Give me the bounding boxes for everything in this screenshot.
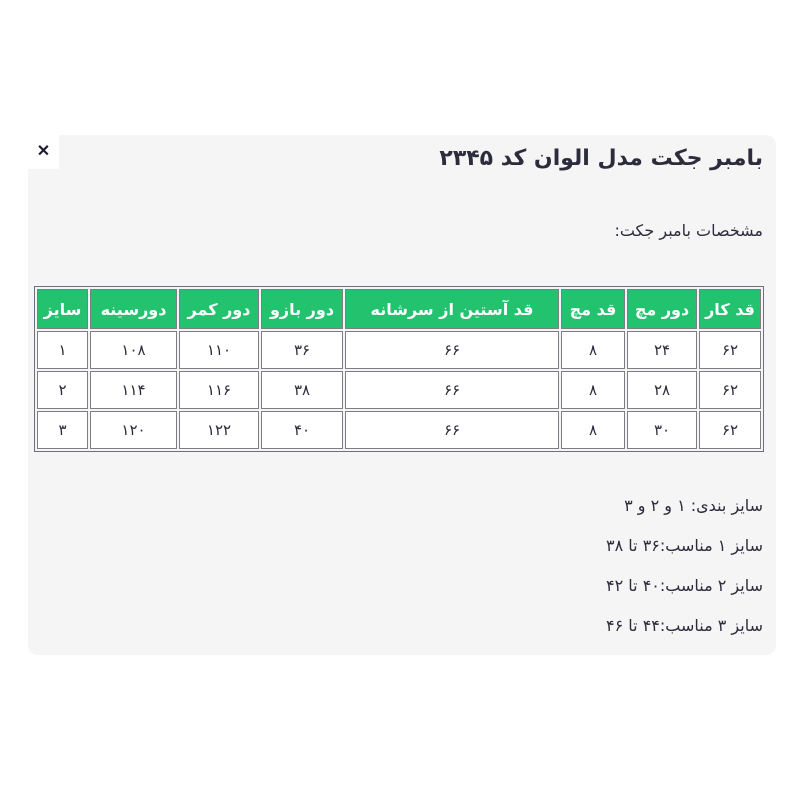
size-note: سایز ۳ مناسب:۴۴ تا ۴۶ bbox=[606, 616, 763, 635]
table-row bbox=[37, 411, 761, 449]
size-chart-table bbox=[34, 286, 764, 452]
table-cell: ۸ bbox=[561, 411, 625, 449]
close-button[interactable] bbox=[28, 135, 59, 169]
column-header-dor-bazoo: دور بازو bbox=[261, 289, 343, 329]
table-cell: ۸ bbox=[561, 371, 625, 409]
table-cell: ۳۶ bbox=[261, 331, 343, 369]
spec-heading: مشخصات بامبر جکت: bbox=[614, 221, 763, 240]
table-cell: ۸ bbox=[561, 331, 625, 369]
table-row bbox=[37, 331, 761, 369]
column-header-dor-sineh: دورسینه bbox=[90, 289, 177, 329]
table-cell: ۱۰۸ bbox=[90, 331, 177, 369]
size-note: سایز ۲ مناسب:۴۰ تا ۴۲ bbox=[606, 576, 763, 595]
size-note: سایز ۱ مناسب:۳۶ تا ۳۸ bbox=[606, 536, 763, 555]
table-cell: ۶۲ bbox=[699, 411, 761, 449]
table-cell: ۴۰ bbox=[261, 411, 343, 449]
table-row bbox=[37, 371, 761, 409]
table-cell: ۱ bbox=[37, 331, 88, 369]
table-cell: ۱۲۰ bbox=[90, 411, 177, 449]
size-notes bbox=[37, 486, 763, 646]
column-header-dor-moch: دور مچ bbox=[627, 289, 697, 329]
column-header-dor-kamar: دور کمر bbox=[179, 289, 259, 329]
table-cell: ۶۶ bbox=[345, 331, 559, 369]
table-cell: ۲۸ bbox=[627, 371, 697, 409]
table-cell: ۶۶ bbox=[345, 371, 559, 409]
table-cell: ۶۲ bbox=[699, 331, 761, 369]
table-cell: ۱۲۲ bbox=[179, 411, 259, 449]
table-cell: ۲۴ bbox=[627, 331, 697, 369]
size-note: سایز بندی: ۱ و ۲ و ۳ bbox=[624, 496, 763, 515]
table-cell: ۶۲ bbox=[699, 371, 761, 409]
column-header-sleeve-length: قد آستین از سرشانه bbox=[345, 289, 559, 329]
table-cell: ۱۱۴ bbox=[90, 371, 177, 409]
column-header-ghad-kar: قد کار bbox=[699, 289, 761, 329]
table-cell: ۳۸ bbox=[261, 371, 343, 409]
table-cell: ۱۱۶ bbox=[179, 371, 259, 409]
header-row bbox=[37, 289, 761, 329]
page-title: بامبر جکت مدل الوان کد ۲۳۴۵ bbox=[439, 146, 763, 171]
table-cell: ۳۰ bbox=[627, 411, 697, 449]
table-cell: ۱۱۰ bbox=[179, 331, 259, 369]
close-icon: ✕ bbox=[36, 143, 51, 160]
table-cell: ۲ bbox=[37, 371, 88, 409]
table-cell: ۶۶ bbox=[345, 411, 559, 449]
table-cell: ۳ bbox=[37, 411, 88, 449]
column-header-size: سایز bbox=[37, 289, 88, 329]
column-header-ghad-moch: قد مچ bbox=[561, 289, 625, 329]
